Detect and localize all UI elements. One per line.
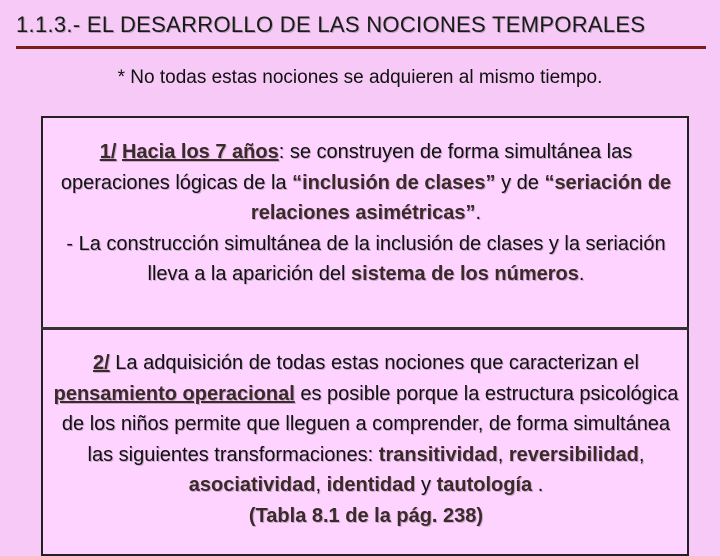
paragraph-2-sep-3: , [315,474,327,496]
paragraph-2-sep-4: y [415,474,437,496]
paragraph-1-text-c: . [475,202,482,224]
sistema-de-los-numeros: sistema de los números [351,263,579,285]
reversibilidad: reversibilidad [508,443,639,466]
transitividad: transitividad [378,443,498,466]
paragraph-2-sep-1: , [497,443,509,466]
paragraph-1-number: 1/ [99,141,117,163]
paragraph-2-text-a: La adquisición de todas estas nociones que caracterizan el [109,352,639,374]
paragraph-1-term: Hacia los 7 años [121,141,279,163]
paragraph-1-text-e: . [578,263,585,285]
seriacion-relaciones: “seriación de relaciones asimétricas” [250,171,672,224]
tautologia: tautología [436,474,533,496]
paragraph-2-end: . [532,474,544,496]
asociatividad: asociatividad [188,474,316,496]
title-divider [16,46,706,49]
paragraph-1-text-a: : se construyen de forma simultánea las operaciones lógicas de la [60,141,633,194]
paragraph-2 [48,348,684,531]
pensamiento-operacional: pensamiento operacional [53,382,295,405]
paragraph-1-text-d: - La construcción simultánea de la inclusión de clases y la seriación lleva a la aparición del [66,232,666,285]
box-divider [41,327,689,330]
paragraph-1 [48,137,684,290]
paragraph-2-number: 2/ [93,352,110,374]
inclusion-de-clases: “inclusión de clases” [292,171,496,194]
identidad: identidad [326,474,416,496]
page-title: 1.1.3.- EL DESARROLLO DE LAS NOCIONES TEMPORALES [16,12,646,37]
table-reference: (Tabla 8.1 de la pág. 238) [248,504,484,527]
paragraph-2-sep-2: , [638,443,645,466]
paragraph-1-text-b: y de [495,171,545,194]
paragraph-2-text-b: es posible porque la estructura psicológica de los niños permite que lleguen a comprender, de forma simultánea las siguientes transformaciones: [61,382,679,466]
subtitle: * No todas estas nociones se adquieren al mismo tiempo. [117,67,603,88]
